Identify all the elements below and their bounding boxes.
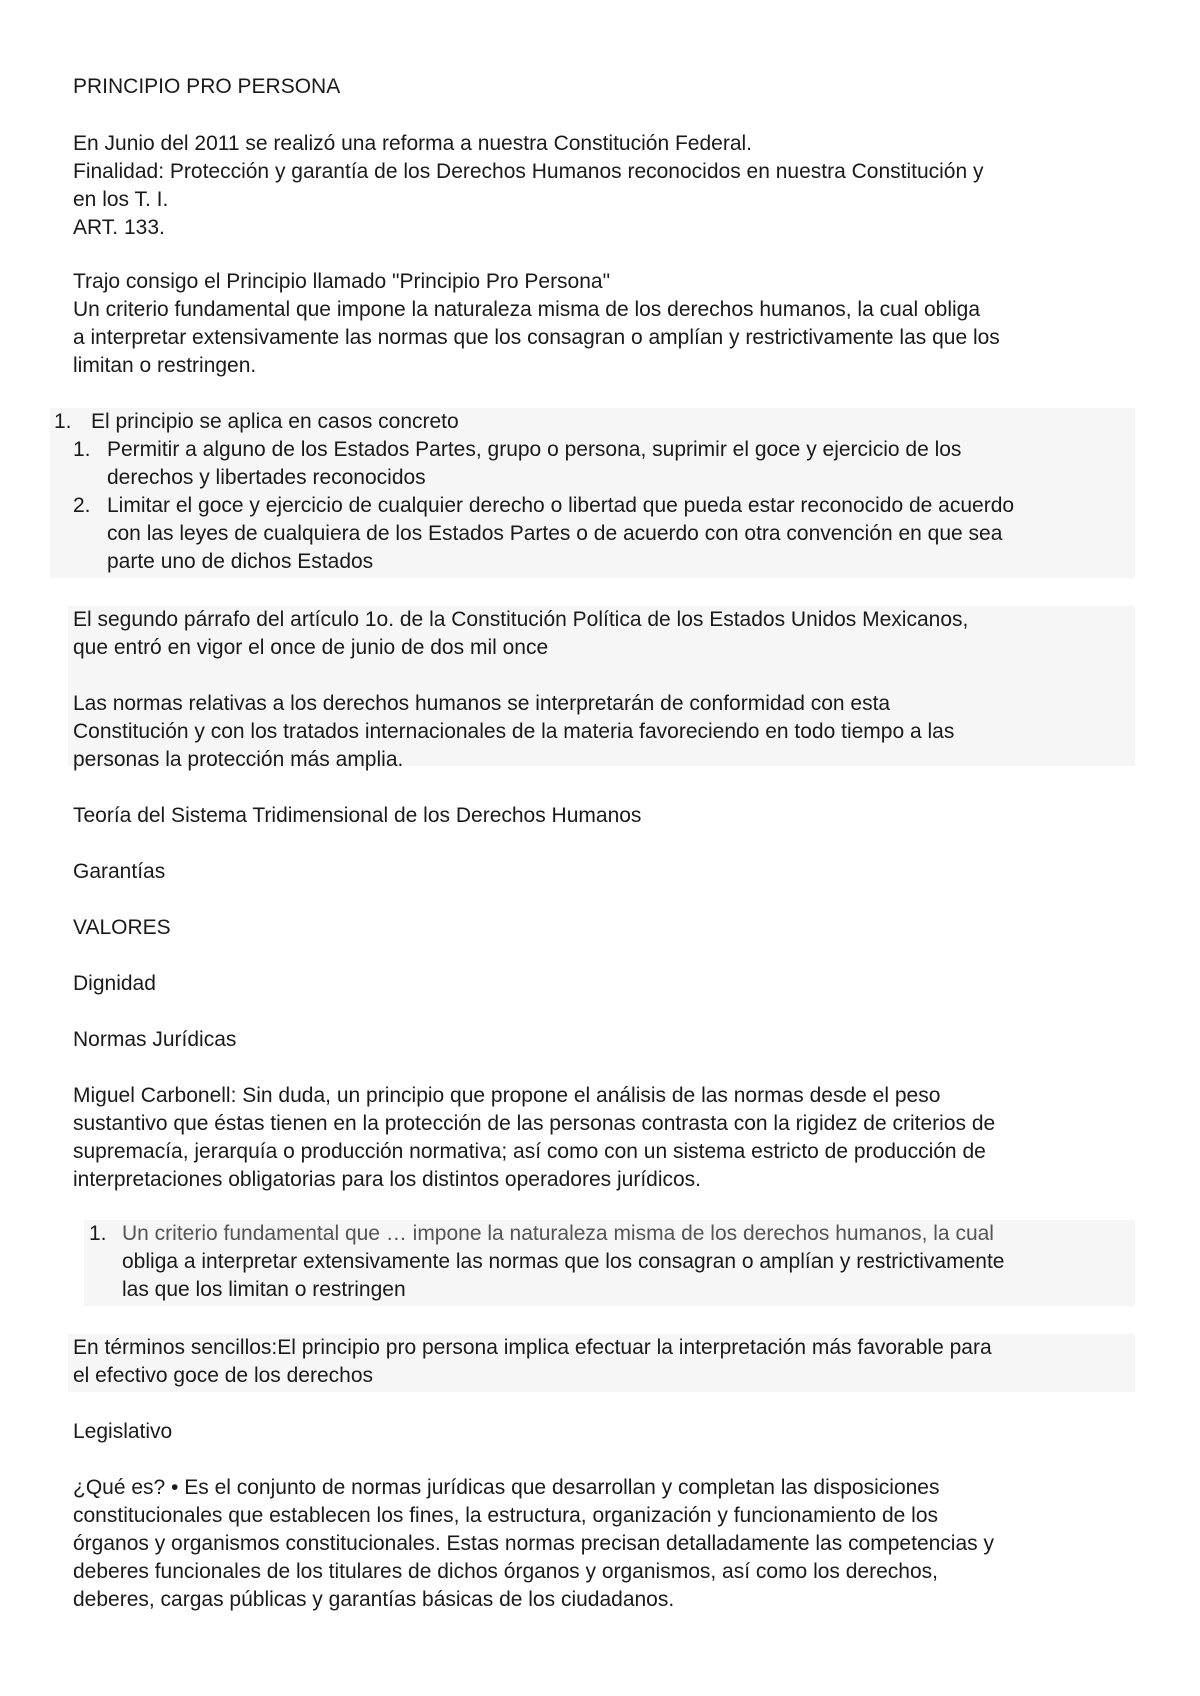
paragraph-carbonell: Miguel Carbonell: Sin duda, un principio que propone el análisis de las normas desde el peso sustantivo que éstas tienen en la protección de las personas contrasta con la rigidez de criterios de supremacía, jerarquía o producción normativa; así como con un sistema estricto de producción de interpretaciones obligatorias para los distintos operadores jurídicos.	[73, 1084, 996, 1191]
heading-teoria: Teoría del Sistema Tridimensional de los Derechos Humanos	[73, 804, 642, 827]
heading-garantias: Garantías	[73, 860, 166, 883]
paragraph-que-es: ¿Qué es? • Es el conjunto de normas jurídicas que desarrollan y completan las disposiciones constitucionales que establecen los fines, la estructura, organización y funcionamiento de los órganos y organismos constitucionales. Estas normas precisan detalladamente las competencias y deberes funcionales de los titulares de dichos órganos y organismos, así como los derechos, deberes, cargas públicas y garantías básicas de los ciudadanos.	[73, 1476, 994, 1611]
heading-normas-juridicas: Normas Jurídicas	[73, 1028, 237, 1051]
document-title: PRINCIPIO PRO PERSONA	[73, 75, 341, 98]
heading-valores: VALORES	[73, 916, 171, 939]
heading-dignidad: Dignidad	[73, 972, 156, 995]
paragraph-segundo-parrafo: El segundo párrafo del artículo 1o. de la Constitución Política de los Estados Unidos Mexicanos, que entró en vigor el once de junio de dos mil once Las normas relativas a los derechos humanos se interpretarán de conformidad con esta Constitución y con los tratados internacionales de la materia favoreciendo en todo tiempo a las personas la protección más amplia.	[68, 606, 1135, 766]
list-item: 1. Permitir a alguno de los Estados Partes, grupo o persona, suprimir el goce y ejercicio de los derechos y libertades reconocidos	[73, 438, 962, 489]
paragraph-trajo-consigo: Trajo consigo el Principio llamado "Principio Pro Persona" Un criterio fundamental que impone la naturaleza misma de los derechos humanos, la cual obliga a interpretar extensivamente las normas que los consagran o amplían y restrictivamente las que los limitan o restringen.	[73, 270, 1000, 377]
list-item: 2. Limitar el goce y ejercicio de cualquier derecho o libertad que pueda estar reconocido de acuerdo con las leyes de cualquiera de los Estados Partes o de acuerdo con otra convención en que sea parte uno de dichos Estados	[73, 494, 1015, 573]
heading-legislativo: Legislativo	[73, 1420, 173, 1443]
numbered-list-criterio: 1. Un criterio fundamental que … impone la naturaleza misma de los derechos humanos, la cual obliga a interpretar extensivamente las normas que los consagran o amplían y restrictivamente las que los limitan o restringen	[84, 1220, 1135, 1306]
paragraph-terminos-sencillos: En términos sencillos:El principio pro persona implica efectuar la interpretación más favorable para el efectivo goce de los derechos	[68, 1334, 1135, 1392]
numbered-list-casos	[50, 408, 1135, 578]
list-item: 1. El principio se aplica en casos concreto	[54, 410, 459, 433]
paragraph-reforma: En Junio del 2011 se realizó una reforma a nuestra Constitución Federal. Finalidad: Protección y garantía de los Derechos Humanos reconocidos en nuestra Constitución y en los T. I. ART. 133.	[73, 132, 984, 239]
